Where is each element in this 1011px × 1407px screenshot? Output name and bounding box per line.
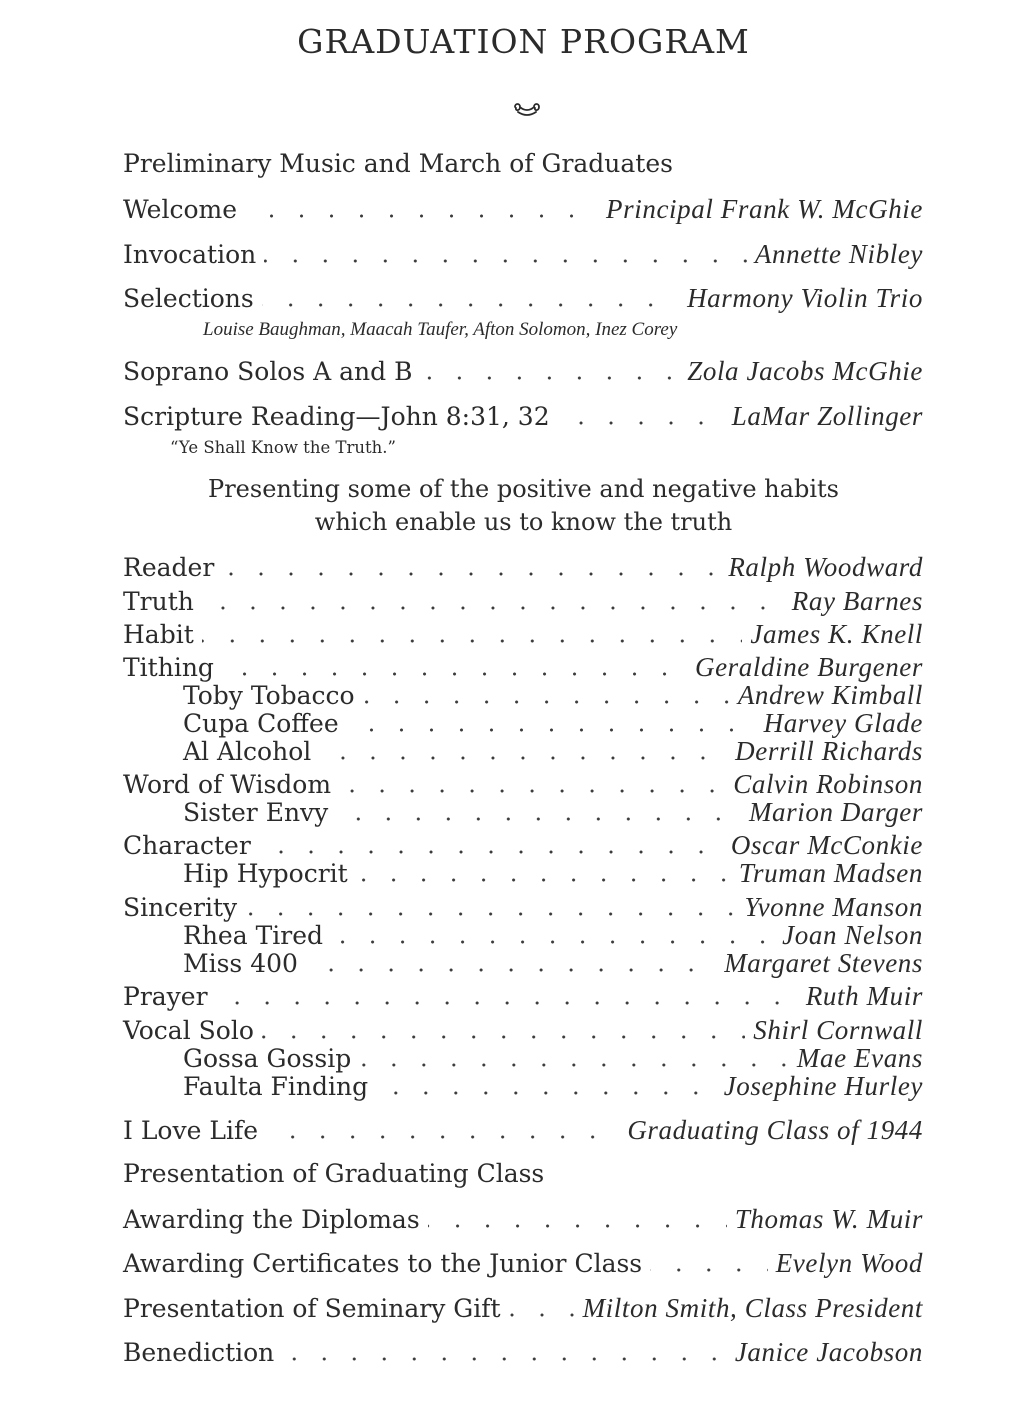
cast-line (123, 982, 923, 1010)
dot-leader (282, 1350, 727, 1363)
program-line-diplomas (123, 1202, 923, 1236)
dot-leader (363, 693, 730, 706)
performer-name: Principal Frank W. McGhie (606, 194, 923, 224)
performer-name: Ray Barnes (791, 586, 923, 616)
performer-name: Milton Smith, Class President (582, 1293, 923, 1323)
dot-leader (420, 369, 679, 382)
cast-line (123, 587, 923, 615)
character-label: Habit (123, 620, 194, 649)
program-line-scripture (123, 399, 923, 433)
dot-leader (262, 296, 679, 309)
cast-line (123, 553, 923, 581)
program-line-benediction (123, 1335, 923, 1369)
character-label: Rhea Tired (183, 921, 323, 950)
performer-name: Yvonne Manson (744, 892, 923, 922)
performer-name: Ralph Woodward (728, 552, 923, 582)
dot-leader (347, 721, 756, 734)
dot-leader (222, 665, 687, 678)
performer-name: Evelyn Wood (775, 1248, 923, 1278)
performer-name: Truman Madsen (738, 858, 923, 888)
character-label: Sincerity (123, 893, 238, 922)
program-line-label: Invocation (123, 240, 257, 269)
character-label: Tithing (123, 653, 214, 682)
program-line-presentation-class (123, 1157, 923, 1191)
performer-name: Mae Evans (796, 1043, 923, 1073)
performer-name: Geraldine Burgener (695, 652, 923, 682)
program-line-soprano (123, 354, 923, 388)
character-label: Cupa Coffee (183, 709, 339, 738)
cast-line (123, 831, 923, 859)
dot-leader (222, 565, 720, 578)
dot-leader (262, 1028, 745, 1041)
character-label: Character (123, 831, 251, 860)
page-title: GRADUATION PROGRAM (297, 22, 750, 61)
trio-members: Louise Baughman, Maacah Taufer, Afton Solomon, Inez Corey (203, 319, 678, 340)
performer-name: Calvin Robinson (733, 769, 923, 799)
performer-name: Margaret Stevens (724, 948, 923, 978)
performer-name: Marion Darger (748, 797, 923, 827)
character-label: Reader (123, 553, 215, 582)
cast-line (123, 1016, 923, 1044)
program-line-i-love-life (123, 1113, 923, 1147)
program-line-label: Selections (123, 284, 254, 313)
dot-leader (266, 1128, 619, 1141)
cast-line (123, 620, 923, 648)
performer-name: Derrill Richards (735, 736, 923, 766)
cast-line-sub (183, 949, 923, 977)
performer-name: Josephine Hurley (723, 1071, 923, 1101)
cast-line (123, 653, 923, 681)
performer-name: Oscar McConkie (730, 830, 923, 860)
character-label: Toby Tobacco (183, 681, 355, 710)
program-line-label: Presentation of Graduating Class (123, 1159, 545, 1188)
program-line-selections (123, 281, 923, 315)
dot-leader (202, 599, 784, 612)
cast-line (123, 770, 923, 798)
program-line-label: Awarding the Diplomas (123, 1205, 420, 1234)
program-line-label: Preliminary Music and March of Graduates (123, 149, 673, 178)
character-label: Truth (123, 587, 194, 616)
cast-line (123, 893, 923, 921)
performer-name: Janice Jacobson (734, 1337, 923, 1367)
program-line-label: Benediction (123, 1338, 275, 1367)
dot-leader (428, 1217, 727, 1230)
performer-name: Ruth Muir (805, 981, 923, 1011)
program-line-label: Welcome (123, 195, 238, 224)
presentation-intro-line-2: which enable us to know the truth (314, 508, 733, 536)
character-label: Gossa Gossip (183, 1044, 352, 1073)
program-line-invocation (123, 237, 923, 271)
program-line-label: I Love Life (123, 1116, 258, 1145)
dot-leader (339, 782, 725, 795)
character-label: Faulta Finding (183, 1072, 369, 1101)
character-label: Hip Hypocrit (183, 859, 348, 888)
cast-line-sub (183, 681, 923, 709)
program-line-label: Presentation of Seminary Gift (123, 1294, 501, 1323)
dot-leader (245, 905, 736, 918)
performer-name: Andrew Kimball (737, 680, 923, 710)
performer-name: Annette Nibley (754, 239, 923, 269)
dot-leader (202, 632, 743, 645)
cast-line-sub (183, 859, 923, 887)
dot-leader (650, 1261, 768, 1274)
performer-name: LaMar Zollinger (731, 401, 923, 431)
program-line-certificates (123, 1246, 923, 1280)
program-line-label: Awarding Certificates to the Junior Class (123, 1249, 643, 1278)
dot-leader (245, 207, 598, 220)
character-label: Prayer (123, 982, 208, 1011)
performer-name: Graduating Class of 1944 (627, 1115, 923, 1145)
performer-name: Thomas W. Muir (734, 1204, 923, 1234)
character-label: Al Alcohol (183, 737, 312, 766)
performer-name: James K. Knell (750, 619, 923, 649)
performer-name: Shirl Cornwall (753, 1015, 923, 1045)
performer-name: Zola Jacobs McGhie (687, 356, 923, 386)
presentation-intro-line-1: Presenting some of the positive and negative habits (208, 475, 839, 503)
cast-line-sub (183, 1044, 923, 1072)
dot-leader (509, 1306, 575, 1319)
dot-leader (558, 414, 724, 427)
dot-leader (306, 961, 716, 974)
cast-line-sub (183, 737, 923, 765)
program-line-label: Soprano Solos A and B (123, 357, 413, 386)
program-line-seminary-gift (123, 1291, 923, 1325)
dot-leader (356, 871, 731, 884)
dot-leader (319, 749, 727, 762)
character-label: Sister Envy (183, 798, 329, 827)
character-label: Word of Wisdom (123, 770, 332, 799)
cast-line-sub (183, 798, 923, 826)
cast-line-sub (183, 921, 923, 949)
dot-leader (336, 810, 741, 823)
dot-leader (259, 843, 723, 856)
dot-leader (216, 994, 798, 1007)
scroll-ornament-icon (512, 102, 542, 118)
performer-name: Harvey Glade (763, 708, 923, 738)
character-label: Vocal Solo (123, 1016, 254, 1045)
character-label: Miss 400 (183, 949, 298, 978)
cast-line-sub (183, 1072, 923, 1100)
dot-leader (376, 1084, 716, 1097)
cast-line-sub (183, 709, 923, 737)
program-line-welcome (123, 192, 923, 226)
program-line-label: Scripture Reading—John 8:31, 32 (123, 402, 550, 431)
performer-name: Harmony Violin Trio (687, 283, 923, 313)
program-line-preliminary (123, 147, 923, 181)
dot-leader (359, 1056, 789, 1069)
dot-leader (331, 933, 774, 946)
scripture-quote: “Ye Shall Know the Truth.” (170, 438, 396, 457)
dot-leader (264, 252, 747, 265)
performer-name: Joan Nelson (782, 920, 923, 950)
